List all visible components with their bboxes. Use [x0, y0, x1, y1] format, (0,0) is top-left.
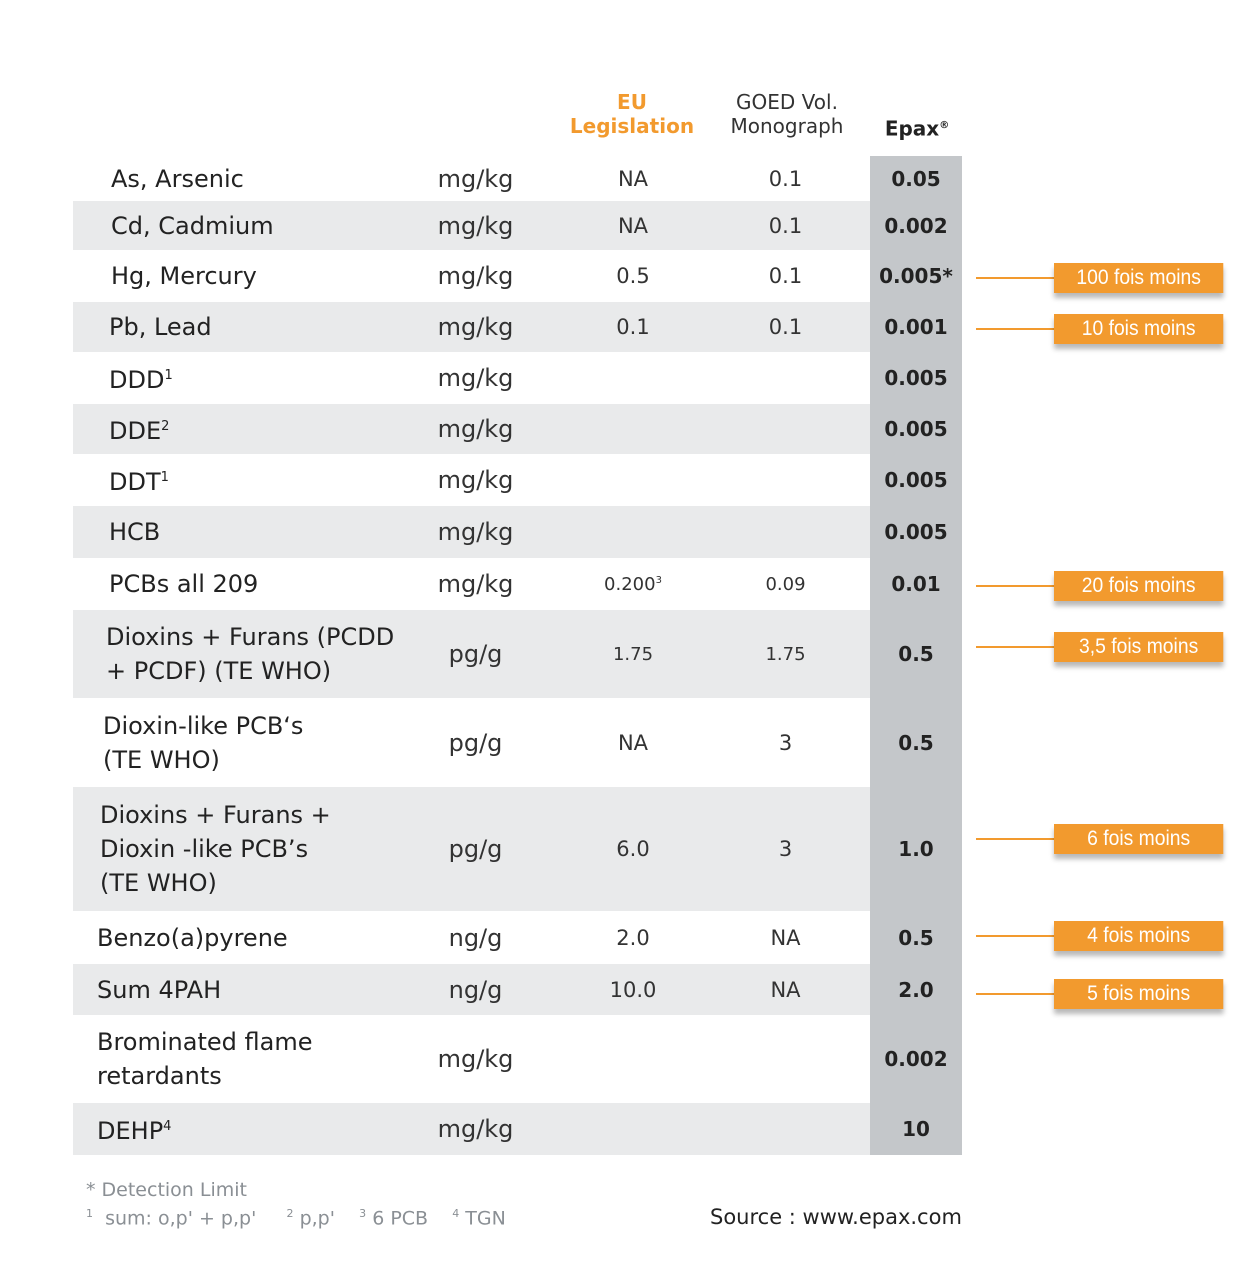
unit-cell	[413, 911, 538, 964]
eu-legislation-cell	[563, 610, 703, 698]
contaminant-name-text	[100, 798, 331, 900]
unit-cell	[413, 698, 538, 787]
contaminant-name-text	[109, 310, 212, 344]
table-row	[73, 302, 870, 352]
reduction-callout: 20 fois moins	[1054, 571, 1223, 601]
eu-header-line2: Legislation	[569, 114, 695, 138]
contaminant-name-text	[106, 620, 394, 688]
epax-value: 0.005	[884, 468, 948, 492]
footnote-3-mark: 3	[359, 1207, 367, 1220]
reduction-callout: 5 fois moins	[1054, 979, 1223, 1009]
goed-monograph-cell-value: 0.1	[768, 264, 803, 288]
footnote-detection-limit: * Detection Limit	[86, 1179, 247, 1201]
eu-legislation-cell-value: 1.75	[612, 643, 654, 665]
contaminant-name	[73, 404, 449, 454]
contaminant-name	[73, 506, 449, 558]
contaminant-name-line: Dioxins + Furans (PCDD	[106, 623, 395, 651]
unit-cell	[413, 610, 538, 698]
goed-monograph-cell	[713, 352, 858, 404]
table-row	[73, 558, 870, 610]
unit-cell-value: mg/kg	[437, 1115, 514, 1143]
eu-legislation-cell	[563, 911, 703, 964]
epax-value: 2.0	[898, 977, 934, 1002]
contaminant-name-text	[109, 461, 169, 499]
contaminant-name	[73, 302, 449, 352]
unit-cell-value: mg/kg	[437, 1045, 514, 1073]
table-row	[73, 454, 870, 506]
goed-monograph-cell	[713, 1015, 858, 1103]
unit-cell-value: ng/g	[448, 923, 503, 952]
contaminant-name-label: DEHP	[97, 1117, 164, 1145]
reduction-callout: 100 fois moins	[1054, 263, 1223, 293]
unit-cell	[413, 454, 538, 506]
unit-cell	[413, 558, 538, 610]
contaminant-name-text	[97, 1025, 312, 1093]
contaminant-name	[73, 1103, 437, 1155]
contaminant-name-text	[97, 921, 288, 955]
eu-legislation-cell	[563, 156, 703, 201]
table-row	[73, 787, 870, 911]
contaminant-name-line: (TE WHO)	[103, 745, 220, 774]
footnote-marker: 1	[160, 470, 169, 485]
epax-value: 0.5	[898, 925, 934, 950]
contaminant-name	[73, 964, 437, 1015]
contaminant-name	[73, 352, 449, 404]
contaminant-name-line: (TE WHO)	[100, 869, 217, 897]
eu-legislation-cell	[563, 1015, 703, 1103]
contaminant-name-text	[97, 973, 221, 1007]
goed-monograph-cell-value: 0.1	[768, 315, 803, 339]
contaminant-name	[73, 1015, 437, 1103]
unit-cell-value: mg/kg	[437, 164, 514, 193]
contaminant-name-text	[111, 259, 257, 293]
goed-monograph-cell-value: 3	[778, 730, 793, 755]
callout-connector	[976, 935, 1054, 937]
table-row	[73, 1103, 870, 1155]
goed-monograph-cell-value: NA	[770, 925, 801, 950]
table-row	[73, 404, 870, 454]
unit-cell-value: mg/kg	[437, 570, 514, 598]
callout-connector	[976, 993, 1054, 995]
eu-header-line1: EU	[617, 90, 647, 114]
unit-cell-value: mg/kg	[437, 518, 514, 546]
eu-legislation-cell	[563, 302, 703, 352]
column-header-goed	[712, 90, 862, 138]
goed-monograph-cell	[713, 1103, 858, 1155]
contaminant-name-line: Dioxin -like PCB’s	[100, 835, 309, 863]
eu-legislation-cell-value: NA	[617, 213, 649, 238]
contaminant-name	[73, 454, 449, 506]
epax-value: 0.5	[898, 642, 934, 666]
goed-monograph-cell	[713, 156, 858, 201]
goed-monograph-cell	[713, 201, 858, 250]
unit-cell	[413, 404, 538, 454]
footnote-2: p,p'	[299, 1207, 335, 1230]
contaminant-name-line: Dioxins + Furans +	[100, 801, 331, 829]
epax-value: 0.005	[884, 366, 948, 390]
contaminant-name-label: DDD	[109, 366, 165, 394]
unit-cell-value: mg/kg	[437, 415, 514, 443]
contaminant-name-label: Cd, Cadmium	[111, 211, 274, 240]
unit-cell-value: pg/g	[448, 835, 503, 863]
goed-monograph-cell-value: 0.1	[768, 166, 803, 191]
epax-value: 0.005	[884, 520, 948, 544]
eu-legislation-cell-value: 0.1	[616, 315, 650, 339]
unit-cell-value: mg/kg	[437, 313, 514, 341]
callout-connector	[976, 838, 1054, 840]
contaminant-name-text	[109, 567, 258, 601]
contaminant-name-line: Dioxin-like PCB‘s	[103, 711, 304, 740]
callout-connector	[976, 646, 1054, 648]
unit-cell	[413, 352, 538, 404]
column-header-epax	[872, 114, 962, 141]
footnote-marker: 4	[163, 1119, 172, 1134]
goed-monograph-cell-value: 3	[778, 837, 793, 861]
callout-connector	[976, 585, 1054, 587]
eu-legislation-cell	[563, 352, 703, 404]
goed-monograph-cell	[713, 911, 858, 964]
epax-value: 0.005*	[879, 264, 953, 288]
unit-cell	[413, 1015, 538, 1103]
eu-legislation-cell-value: 2.0	[616, 925, 650, 950]
column-header-eu-legislation	[562, 90, 702, 138]
eu-legislation-cell-value: 10.0	[609, 977, 657, 1002]
footnote-marker: 1	[164, 368, 173, 383]
footnote-marker: 2	[161, 419, 170, 434]
contaminant-name-line: + PCDF) (TE WHO)	[106, 657, 332, 685]
unit-cell-value: pg/g	[448, 640, 503, 668]
goed-monograph-cell	[713, 698, 858, 787]
unit-cell-value: ng/g	[448, 975, 503, 1004]
reduction-callout: 6 fois moins	[1054, 824, 1223, 854]
source-credit: Source : www.epax.com	[710, 1205, 962, 1229]
callout-connector	[976, 277, 1054, 279]
contaminant-name	[73, 156, 451, 201]
unit-cell	[413, 302, 538, 352]
goed-monograph-cell-value: 0.1	[768, 213, 803, 238]
contaminant-name	[73, 201, 451, 250]
unit-cell-value: mg/kg	[437, 262, 514, 290]
goed-monograph-cell	[713, 610, 858, 698]
contaminant-name	[73, 558, 449, 610]
reduction-callout: 3,5 fois moins	[1054, 632, 1223, 662]
eu-legislation-cell-value: 6.0	[616, 837, 650, 861]
contaminant-name-label: Pb, Lead	[109, 313, 212, 341]
goed-monograph-cell-value: 1.75	[765, 643, 806, 665]
footnote-1: sum: o,p' + p,p'	[105, 1207, 257, 1230]
epax-value: 0.05	[891, 166, 941, 191]
footnote-3: 6 PCB	[372, 1207, 429, 1230]
unit-cell	[413, 250, 538, 302]
contaminant-name	[73, 698, 443, 787]
epax-value: 0.002	[884, 213, 948, 238]
footnote-4: TGN	[465, 1207, 506, 1230]
footnote-marker: 3	[655, 574, 662, 586]
table-row	[73, 506, 870, 558]
epax-header-label: Epax	[884, 116, 940, 141]
goed-header-line2: Monograph	[730, 114, 844, 138]
unit-cell	[413, 787, 538, 911]
contaminant-name-text	[111, 209, 274, 243]
eu-legislation-cell	[563, 558, 703, 610]
unit-cell	[413, 156, 538, 201]
table-row	[73, 156, 870, 201]
goed-monograph-cell	[713, 506, 858, 558]
callout-connector	[976, 328, 1054, 330]
table-row	[73, 250, 870, 302]
goed-monograph-cell	[713, 964, 858, 1015]
goed-monograph-cell	[713, 404, 858, 454]
eu-legislation-cell	[563, 506, 703, 558]
epax-value: 1.0	[898, 837, 934, 861]
footnote-1-mark: 1	[86, 1207, 93, 1220]
contaminant-name-label: DDT	[109, 468, 161, 496]
goed-monograph-cell	[713, 302, 858, 352]
eu-legislation-cell-value: NA	[617, 730, 649, 755]
contaminant-name-line: retardants	[97, 1062, 222, 1090]
footnote-line	[86, 1207, 506, 1229]
contaminant-name-label: PCBs all 209	[109, 570, 259, 598]
goed-monograph-cell	[713, 558, 858, 610]
table-row	[73, 911, 870, 964]
contaminant-name-line: Brominated flame	[97, 1028, 313, 1056]
eu-legislation-cell-value: 0.200$^3$	[604, 573, 662, 595]
eu-legislation-cell	[563, 404, 703, 454]
unit-cell-value: pg/g	[448, 728, 503, 757]
goed-header-line1: GOED Vol.	[736, 90, 838, 114]
table-row	[73, 1015, 870, 1103]
contaminant-name	[73, 250, 451, 302]
footnote-4-mark: 4	[452, 1207, 460, 1220]
contaminant-name-text	[111, 162, 244, 196]
contaminant-name	[73, 610, 446, 698]
contaminant-name-label: Sum 4PAH	[97, 975, 222, 1004]
epax-value: 0.002	[884, 1047, 948, 1071]
epax-value: 0.01	[891, 572, 941, 596]
contaminant-name-label: DDE	[109, 417, 162, 445]
contaminant-name-text	[109, 410, 169, 448]
goed-monograph-cell	[713, 454, 858, 506]
goed-monograph-cell	[713, 787, 858, 911]
eu-legislation-cell-value: 0.5	[616, 264, 650, 288]
epax-value: 10	[902, 1117, 930, 1141]
table-row	[73, 610, 870, 698]
registered-mark: ®	[939, 120, 950, 131]
table-row	[73, 352, 870, 404]
eu-legislation-cell-value: NA	[617, 166, 649, 191]
contaminant-name-text	[109, 359, 173, 397]
reduction-callout: 10 fois moins	[1054, 314, 1223, 344]
unit-cell	[413, 964, 538, 1015]
goed-monograph-cell	[713, 250, 858, 302]
unit-cell	[413, 1103, 538, 1155]
epax-value: 0.001	[884, 315, 948, 339]
contaminant-name-label: Hg, Mercury	[111, 262, 257, 290]
goed-monograph-cell-value: 0.09	[765, 573, 806, 595]
reduction-callout: 4 fois moins	[1054, 921, 1223, 951]
epax-value: 0.005	[884, 417, 948, 441]
eu-legislation-cell	[563, 698, 703, 787]
eu-legislation-cell	[563, 201, 703, 250]
eu-legislation-cell	[563, 454, 703, 506]
contaminant-name-label: HCB	[109, 518, 161, 546]
unit-cell	[413, 201, 538, 250]
contaminant-name-text	[97, 1110, 171, 1148]
contaminant-name-label: Benzo(a)pyrene	[97, 923, 288, 952]
unit-cell-value: mg/kg	[437, 466, 514, 494]
eu-legislation-cell	[563, 1103, 703, 1155]
epax-value: 0.5	[898, 730, 934, 755]
contaminant-name	[73, 787, 440, 911]
table-row	[73, 964, 870, 1015]
footnote-2-mark: 2	[286, 1207, 294, 1220]
eu-legislation-cell	[563, 964, 703, 1015]
goed-monograph-cell-value: NA	[770, 977, 801, 1002]
unit-cell-value: mg/kg	[437, 364, 514, 392]
eu-legislation-cell	[563, 250, 703, 302]
contaminant-name	[73, 911, 437, 964]
unit-cell-value: mg/kg	[437, 211, 514, 240]
contaminant-name-label: As, Arsenic	[111, 164, 244, 193]
eu-legislation-cell	[563, 787, 703, 911]
table-row	[73, 698, 870, 787]
unit-cell	[413, 506, 538, 558]
contaminant-name-text	[109, 515, 160, 549]
contaminant-name-text	[103, 709, 303, 777]
table-row	[73, 201, 870, 250]
